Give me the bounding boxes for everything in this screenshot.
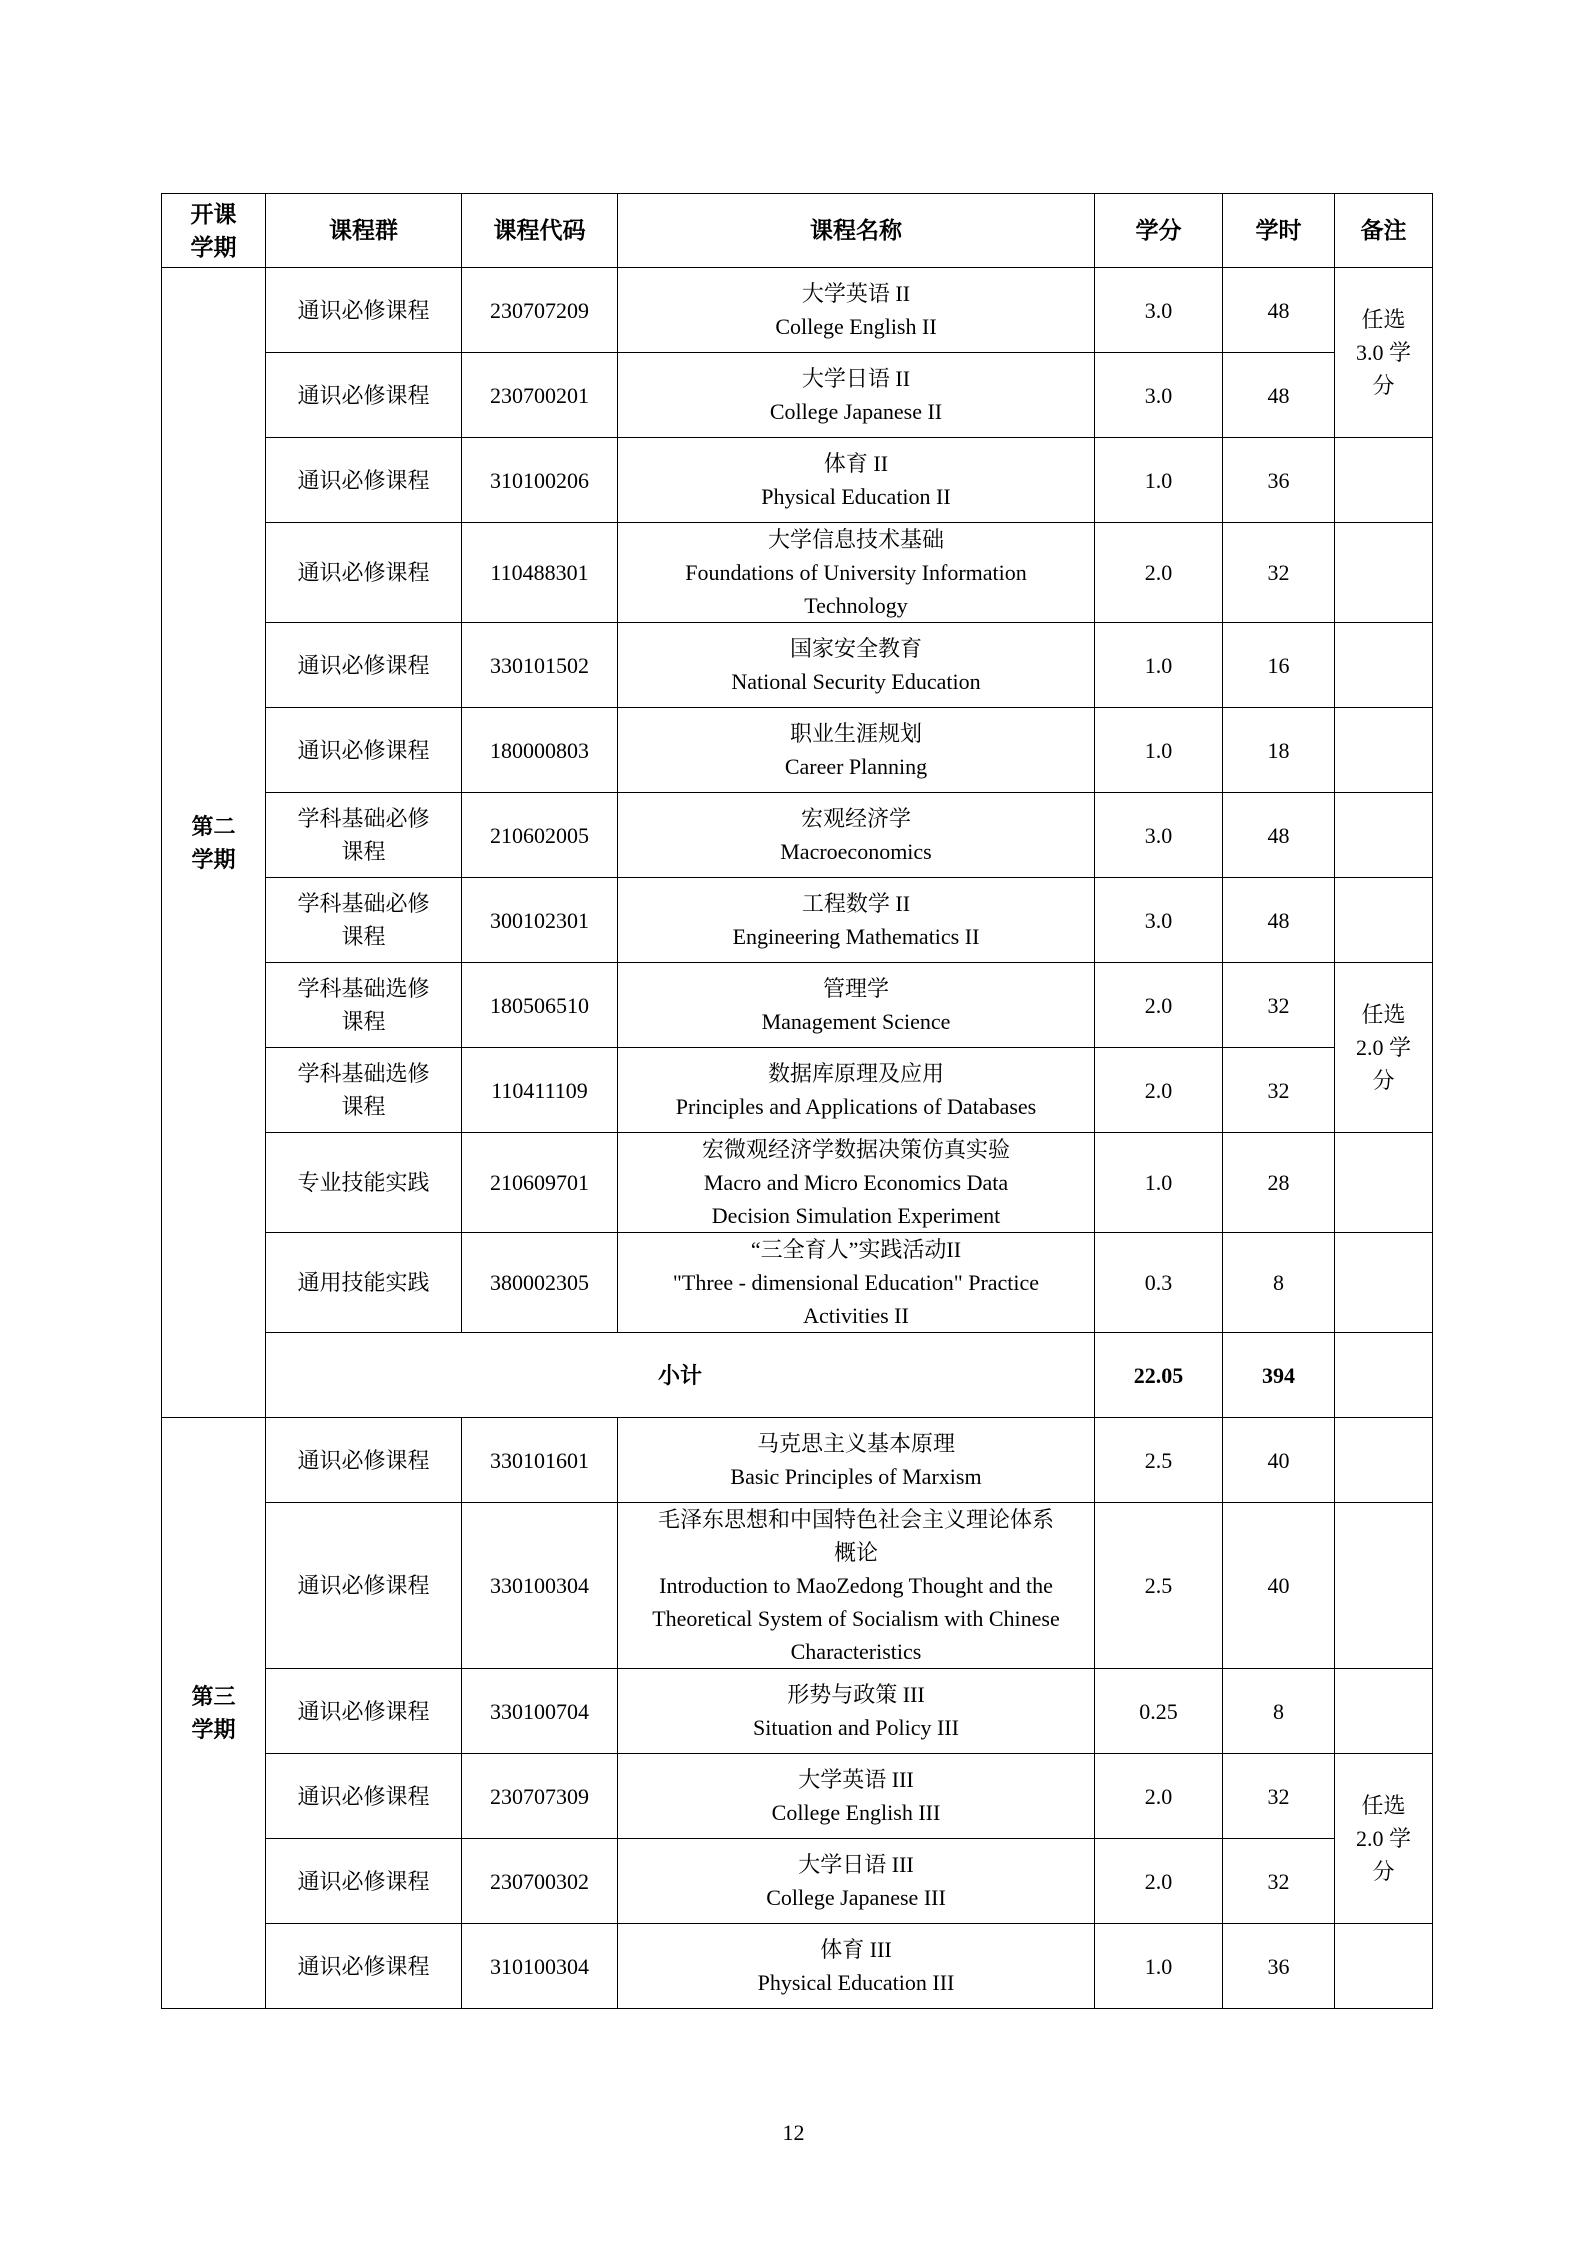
course-name-en: Situation and Policy III: [753, 1715, 959, 1740]
note-empty: [1335, 1418, 1433, 1503]
course-name-en: National Security Education: [731, 669, 981, 694]
table-row: [162, 1503, 1433, 1669]
header-code: 课程代码: [462, 194, 618, 268]
course-hours: 28: [1223, 1133, 1335, 1233]
table-row: [162, 708, 1433, 793]
course-name-cn: 毛泽东思想和中国特色社会主义理论体系 概论: [657, 1507, 1054, 1565]
semester-label: 第三 学期: [162, 1418, 266, 2009]
note-empty: [1335, 1333, 1433, 1418]
course-credit: 0.25: [1095, 1669, 1223, 1754]
course-credit: 2.0: [1095, 1839, 1223, 1924]
header-group: 课程群: [266, 194, 462, 268]
course-name-cn: 马克思主义基本原理: [756, 1431, 955, 1456]
header-row: [162, 194, 1433, 268]
table-row: [162, 1048, 1433, 1133]
header-hours: 学时: [1223, 194, 1335, 268]
course-name-en: Decision Simulation Experiment: [711, 1203, 1001, 1228]
note-empty: [1335, 623, 1433, 708]
note-empty: [1335, 1233, 1433, 1333]
course-hours: 18: [1223, 708, 1335, 793]
course-code: 210602005: [462, 793, 618, 878]
table-row: [162, 268, 1433, 353]
course-hours: 8: [1223, 1233, 1335, 1333]
course-code: 210609701: [462, 1133, 618, 1233]
header-semester: 开课 学期: [162, 194, 266, 268]
course-name: [618, 1048, 1095, 1133]
course-credit: 1.0: [1095, 1924, 1223, 2009]
header-credit: 学分: [1095, 194, 1223, 268]
course-name-en: Management Science: [761, 1009, 951, 1034]
course-group: 学科基础必修 课程: [266, 793, 462, 878]
course-name-cn: 体育 III: [820, 1937, 892, 1962]
course-name: [618, 793, 1095, 878]
course-table: [161, 193, 1433, 2009]
table-body: [162, 268, 1433, 2009]
course-name: [618, 1503, 1095, 1669]
course-name-cn: 宏微观经济学数据决策仿真实验: [701, 1137, 1010, 1162]
course-name-cn: 宏观经济学: [800, 806, 911, 831]
course-hours: 40: [1223, 1503, 1335, 1669]
table-row: [162, 623, 1433, 708]
semester-label: 第二 学期: [162, 268, 266, 1418]
course-group: 通识必修课程: [266, 438, 462, 523]
course-name-en: College English III: [771, 1800, 941, 1825]
course-name-en: Macro and Micro Economics Data: [703, 1170, 1009, 1195]
note-empty: [1335, 523, 1433, 623]
table-row: [162, 1233, 1433, 1333]
course-name-en: Basic Principles of Marxism: [730, 1464, 982, 1489]
course-name-cn: 国家安全教育: [789, 636, 922, 661]
course-name-cn: 大学英语 III: [798, 1767, 914, 1792]
table-row: [162, 1839, 1433, 1924]
course-group: 通识必修课程: [266, 523, 462, 623]
course-code: 330100704: [462, 1669, 618, 1754]
course-name-cn: 工程数学 II: [801, 891, 911, 916]
course-group: 专业技能实践: [266, 1133, 462, 1233]
course-name-en: Principles and Applications of Databases: [675, 1094, 1037, 1119]
course-name-en: College Japanese II: [769, 399, 943, 424]
course-hours: 32: [1223, 523, 1335, 623]
course-name: [618, 623, 1095, 708]
course-code: 300102301: [462, 878, 618, 963]
course-name-cn: 管理学: [822, 976, 889, 1001]
table-row: [162, 1669, 1433, 1754]
course-credit: 2.5: [1095, 1503, 1223, 1669]
table-row: [162, 1418, 1433, 1503]
course-name-en: Theoretical System of Socialism with Chinese: [652, 1606, 1060, 1631]
course-code: 380002305: [462, 1233, 618, 1333]
course-group: 通识必修课程: [266, 1503, 462, 1669]
note-empty: [1335, 1924, 1433, 2009]
course-credit: 2.0: [1095, 1048, 1223, 1133]
course-code: 330101601: [462, 1418, 618, 1503]
course-name-cn: 大学信息技术基础: [767, 527, 944, 552]
course-name-en: Characteristics: [790, 1639, 922, 1664]
course-name-en: College Japanese III: [766, 1885, 946, 1910]
course-name-cn: 大学日语 III: [798, 1852, 914, 1877]
course-group: 学科基础必修 课程: [266, 878, 462, 963]
course-name: [618, 268, 1095, 353]
course-name: [618, 878, 1095, 963]
course-credit: 3.0: [1095, 793, 1223, 878]
course-name-cn: 数据库原理及应用: [767, 1061, 944, 1086]
page-number: 12: [782, 2120, 805, 2145]
course-name: [618, 963, 1095, 1048]
course-name: [618, 438, 1095, 523]
course-name: [618, 523, 1095, 623]
course-name-en: Physical Education II: [761, 484, 951, 509]
table-row: [162, 1754, 1433, 1839]
course-code: 330100304: [462, 1503, 618, 1669]
course-name-en: Activities II: [803, 1303, 909, 1328]
subtotal-credit: 22.05: [1095, 1333, 1223, 1418]
note-empty: [1335, 1133, 1433, 1233]
course-name-cn: 职业生涯规划: [789, 721, 922, 746]
note-empty: [1335, 438, 1433, 523]
course-hours: 36: [1223, 438, 1335, 523]
course-name-cn: 形势与政策 III: [787, 1682, 925, 1707]
course-name: [618, 1754, 1095, 1839]
course-credit: 3.0: [1095, 878, 1223, 963]
course-credit: 1.0: [1095, 1133, 1223, 1233]
course-credit: 3.0: [1095, 353, 1223, 438]
course-hours: 36: [1223, 1924, 1335, 2009]
course-name: [618, 1924, 1095, 2009]
table-row: [162, 523, 1433, 623]
course-credit: 2.0: [1095, 1754, 1223, 1839]
table-row: [162, 1133, 1433, 1233]
elective-note: 任选 2.0 学 分: [1335, 963, 1433, 1133]
course-group: 通识必修课程: [266, 1924, 462, 2009]
course-name: [618, 353, 1095, 438]
course-name: [618, 1133, 1095, 1233]
course-name-en: Foundations of University Information: [685, 560, 1027, 585]
course-name: [618, 1669, 1095, 1754]
course-group: 通识必修课程: [266, 1669, 462, 1754]
course-name-cn: 体育 II: [823, 451, 889, 476]
course-hours: 16: [1223, 623, 1335, 708]
course-group: 学科基础选修 课程: [266, 963, 462, 1048]
course-credit: 2.0: [1095, 963, 1223, 1048]
note-empty: [1335, 793, 1433, 878]
course-code: 180506510: [462, 963, 618, 1048]
course-code: 110488301: [462, 523, 618, 623]
course-group: 通识必修课程: [266, 268, 462, 353]
course-hours: 32: [1223, 1839, 1335, 1924]
course-group: 通识必修课程: [266, 1418, 462, 1503]
subtotal-hours: 394: [1223, 1333, 1335, 1418]
table-row: [162, 1924, 1433, 2009]
course-name-en: Introduction to MaoZedong Thought and the: [659, 1573, 1053, 1598]
course-code: 310100206: [462, 438, 618, 523]
course-credit: 0.3: [1095, 1233, 1223, 1333]
course-group: 通识必修课程: [266, 623, 462, 708]
course-code: 230707309: [462, 1754, 618, 1839]
course-name-cn: 大学日语 II: [801, 366, 911, 391]
course-name: [618, 708, 1095, 793]
table-row: [162, 963, 1433, 1048]
course-credit: 2.5: [1095, 1418, 1223, 1503]
course-code: 230700201: [462, 353, 618, 438]
course-name: [618, 1839, 1095, 1924]
subtotal-row: [162, 1333, 1433, 1418]
course-credit: 1.0: [1095, 708, 1223, 793]
course-name-en: "Three - dimensional Education" Practice: [672, 1270, 1040, 1295]
course-code: 110411109: [462, 1048, 618, 1133]
course-code: 230700302: [462, 1839, 618, 1924]
note-empty: [1335, 1503, 1433, 1669]
course-code: 180000803: [462, 708, 618, 793]
course-credit: 2.0: [1095, 523, 1223, 623]
course-hours: 32: [1223, 963, 1335, 1048]
course-group: 通用技能实践: [266, 1233, 462, 1333]
course-hours: 32: [1223, 1048, 1335, 1133]
course-group: 通识必修课程: [266, 1754, 462, 1839]
course-group: 通识必修课程: [266, 708, 462, 793]
course-name-en: Career Planning: [784, 754, 928, 779]
course-credit: 3.0: [1095, 268, 1223, 353]
table-row: [162, 878, 1433, 963]
note-empty: [1335, 878, 1433, 963]
course-name: [618, 1233, 1095, 1333]
subtotal-label: 小计: [266, 1333, 1095, 1418]
course-group: 学科基础选修 课程: [266, 1048, 462, 1133]
course-name-cn: 大学英语 II: [801, 281, 911, 306]
course-name-en: College English II: [775, 314, 937, 339]
course-name-en: Engineering Mathematics II: [732, 924, 980, 949]
course-credit: 1.0: [1095, 438, 1223, 523]
table-row: [162, 438, 1433, 523]
course-name-en: Macroeconomics: [780, 839, 932, 864]
course-hours: 8: [1223, 1669, 1335, 1754]
note-empty: [1335, 708, 1433, 793]
course-name: [618, 1418, 1095, 1503]
course-code: 330101502: [462, 623, 618, 708]
course-group: 通识必修课程: [266, 353, 462, 438]
course-name-en: Physical Education III: [757, 1970, 955, 1995]
course-hours: 48: [1223, 878, 1335, 963]
course-credit: 1.0: [1095, 623, 1223, 708]
header-name: 课程名称: [618, 194, 1095, 268]
course-hours: 48: [1223, 793, 1335, 878]
course-code: 310100304: [462, 1924, 618, 2009]
course-hours: 48: [1223, 353, 1335, 438]
course-hours: 48: [1223, 268, 1335, 353]
header-note: 备注: [1335, 194, 1433, 268]
elective-note: 任选 2.0 学 分: [1335, 1754, 1433, 1924]
course-group: 通识必修课程: [266, 1839, 462, 1924]
note-empty: [1335, 1669, 1433, 1754]
table-row: [162, 793, 1433, 878]
elective-note: 任选 3.0 学 分: [1335, 268, 1433, 438]
course-hours: 32: [1223, 1754, 1335, 1839]
table-row: [162, 353, 1433, 438]
course-name-en: Technology: [804, 593, 908, 618]
course-code: 230707209: [462, 268, 618, 353]
course-name-cn: “三全育人”实践活动II: [750, 1237, 962, 1262]
course-hours: 40: [1223, 1418, 1335, 1503]
